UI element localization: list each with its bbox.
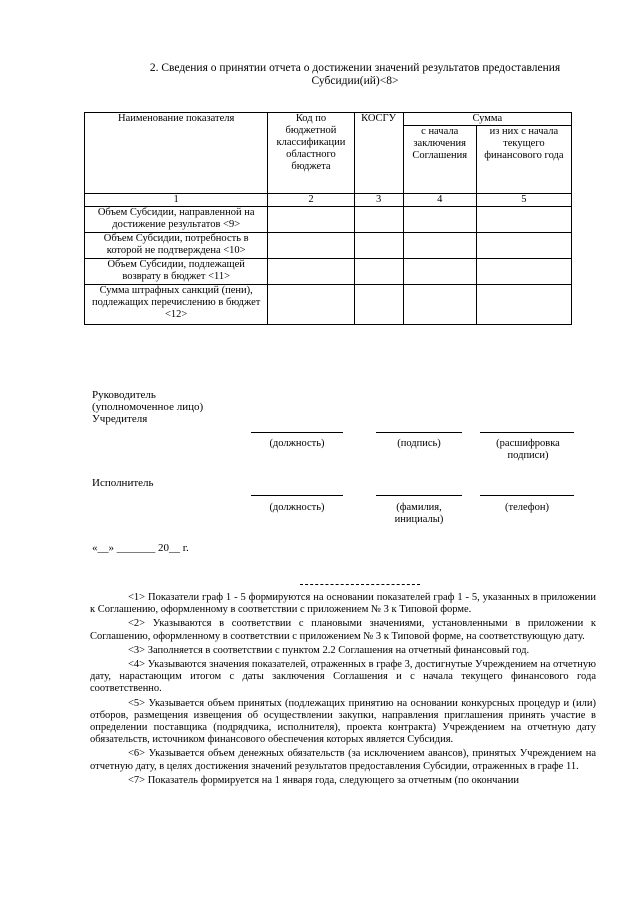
- section-title-line2: Субсидии(ий)<8>: [311, 75, 399, 87]
- table-cell: [268, 259, 354, 285]
- header-indicator-name: Наименование показателя: [85, 113, 268, 194]
- executor-label: Исполнитель: [92, 477, 154, 489]
- footnote: <6> Указывается объем денежных обязательств (за исключением авансов), принятых Учреждением на отчетную дату, в целях достижения значений результатов предоставления Субсидии, отраженных в графе 11.: [90, 748, 596, 772]
- head-signature-line: [376, 432, 462, 433]
- table-cell: [268, 207, 354, 233]
- table-cell: [476, 259, 571, 285]
- table-cell: [268, 285, 354, 325]
- footnote: <1> Показатели граф 1 - 5 формируются на основании показателей граф 1 - 5, указанных в приложении к Соглашению, оформленному в соответствии с приложением № 3 к Типовой форме.: [90, 592, 596, 616]
- row-label: Объем Субсидии, потребность в которой не подтверждена <10>: [85, 233, 268, 259]
- head-decoding-caption: (расшифровка подписи): [496, 438, 560, 461]
- row-label: Сумма штрафных санкций (пени), подлежащих перечислению в бюджет <12>: [85, 285, 268, 325]
- row-label: Объем Субсидии, направленной на достижение результатов <9>: [85, 207, 268, 233]
- table-row: [85, 233, 572, 259]
- table-cell: [268, 233, 354, 259]
- footnote: <3> Заполняется в соответствии с пунктом 2.2 Соглашения на отчетный финансовый год.: [128, 644, 530, 656]
- footnote: <4> Указываются значения показателей, отраженных в графе 3, достигнутые Учреждением на отчетную дату, нарастающим итогом с даты заключения Соглашения и с начала текущего финансового года соответственно.: [90, 659, 596, 695]
- report-table: [84, 112, 572, 325]
- footnote: <5> Указывается объем принятых (подлежащих принятию на основании конкурсных процедур и (или) отборов, размещения извещения об осуществлении закупки, направления приглашения принять участие в определении поставщика (подрядчика, исполнителя), проекта контракта) Учреждением на отчетную дату обязательств, источником финансового обеспечения которых является Субсидия.: [90, 697, 596, 746]
- col-number: 4: [403, 194, 476, 207]
- exec-position-caption: (должность): [269, 502, 325, 513]
- col-number: 1: [85, 194, 268, 207]
- exec-name-caption: (фамилия, инициалы): [394, 502, 444, 525]
- table-row: [85, 259, 572, 285]
- section-title: [110, 62, 600, 88]
- header-sum-from-start: с начала заключения Соглашения: [403, 126, 476, 194]
- header-budget-code: Код по бюджетной классификации областного бюджета: [268, 113, 354, 194]
- row-label: Объем Субсидии, подлежащей возврату в бюджет <11>: [85, 259, 268, 285]
- head-signature-caption: (подпись): [397, 438, 441, 449]
- table-row: [85, 285, 572, 325]
- table-cell: [476, 285, 571, 325]
- head-label-line2: (уполномоченное лицо): [92, 401, 204, 413]
- head-label: [92, 389, 203, 425]
- table-cell: [354, 233, 403, 259]
- head-label-line1: Руководитель: [92, 389, 156, 401]
- column-numbers-row: [85, 194, 572, 207]
- footnotes: [90, 592, 596, 789]
- table-cell: [403, 259, 476, 285]
- header-sum-current-year: из них с начала текущего финансового года: [476, 126, 571, 194]
- head-decoding-line: [480, 432, 574, 433]
- head-label-line3: Учредителя: [92, 413, 148, 425]
- date-field: «__» _______ 20__ г.: [92, 542, 189, 554]
- col-number: 3: [354, 194, 403, 207]
- col-number: 5: [476, 194, 571, 207]
- table-cell: [403, 207, 476, 233]
- exec-phone-line: [480, 495, 574, 496]
- footnote: <7> Показатель формируется на 1 января года, следующего за отчетным (по окончании: [128, 774, 519, 786]
- exec-name-line: [376, 495, 462, 496]
- section-title-line1: 2. Сведения о принятии отчета о достижении значений результатов предоставления: [149, 62, 561, 74]
- head-position-line: [251, 432, 343, 433]
- table-row: [85, 207, 572, 233]
- table-cell: [354, 285, 403, 325]
- table-cell: [354, 207, 403, 233]
- table-cell: [476, 233, 571, 259]
- table-cell: [354, 259, 403, 285]
- table-cell: [476, 207, 571, 233]
- header-kosgu: КОСГУ: [354, 113, 403, 194]
- head-position-caption: (должность): [269, 438, 325, 449]
- table-cell: [403, 285, 476, 325]
- table-cell: [403, 233, 476, 259]
- exec-position-line: [251, 495, 343, 496]
- header-sum: Сумма: [403, 113, 571, 126]
- footnote: <2> Указываются в соответствии с плановыми значениями, установленными в приложении к Соглашению, оформленному в соответствии с приложением № 3 к Типовой форме, на соответствующую дату.: [90, 618, 596, 642]
- exec-phone-caption: (телефон): [505, 502, 549, 513]
- col-number: 2: [268, 194, 354, 207]
- footnote-separator: [300, 584, 420, 585]
